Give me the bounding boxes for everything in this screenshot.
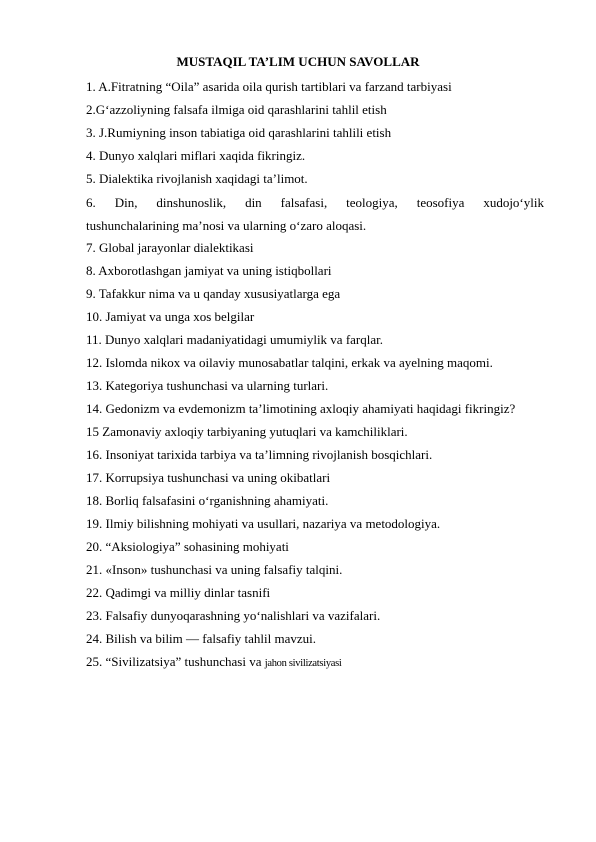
list-item-text: 18. Borliq falsafasini o‘rganishning ahamiyati. xyxy=(86,493,329,508)
list-item-text: 13. Kategoriya tushunchasi va ularning turlari. xyxy=(86,378,329,393)
list-item-text: 23. Falsafiy dunyoqarashning yo‘nalishlari va vazifalari. xyxy=(86,608,381,623)
list-item xyxy=(86,240,544,256)
list-item-text: 17. Korrupsiya tushunchasi va uning okibatlari xyxy=(86,470,331,485)
list-item-text: 11. Dunyo xalqlari madaniyatidagi umumiylik va farqlar. xyxy=(86,332,384,347)
list-item-text: 19. Ilmiy bilishning mohiyati va usullari, nazariya va metodologiya. xyxy=(86,516,441,531)
list-item-text: 14. Gedonizm va evdemonizm ta’limotining axloqiy ahamiyati haqidagi fikringiz? xyxy=(86,401,516,416)
list-item xyxy=(86,191,544,237)
list-item xyxy=(86,79,544,95)
list-item-text: 12. Islomda nikox va oilaviy munosabatlar talqini, erkak va ayelning maqomi. xyxy=(86,355,493,370)
list-item-text: 1. A.Fitratning “Oila” asarida oila qurish tartiblari va farzand tarbiyasi xyxy=(86,79,452,94)
list-item xyxy=(86,539,544,555)
list-item-text: 2.G‘azzoliyning falsafa ilmiga oid qarashlarini tahlil etish xyxy=(86,102,387,117)
list-item-text: 10. Jamiyat va unga xos belgilar xyxy=(86,309,255,324)
list-item xyxy=(86,516,544,532)
question-list xyxy=(86,79,544,679)
list-item xyxy=(86,447,544,463)
list-item xyxy=(86,378,544,394)
list-item-text: 8. Axborotlashgan jamiyat va uning istiqbollari xyxy=(86,263,332,278)
list-item-text: 5. Dialektika rivojlanish xaqidagi ta’limot. xyxy=(86,171,308,186)
list-item xyxy=(86,355,544,371)
list-item-text: 21. «Inson» tushunchasi va uning falsafiy talqini. xyxy=(86,562,343,577)
list-item-text: 4. Dunyo xalqlari miflari xaqida fikringiz. xyxy=(86,148,306,163)
list-item xyxy=(86,608,544,624)
list-item-text: 20. “Aksiologiya” sohasining mohiyati xyxy=(86,539,289,554)
list-item xyxy=(86,171,544,187)
list-item xyxy=(86,424,544,440)
list-item-text: 15 Zamonaviy axloqiy tarbiyaning yutuqlari va kamchiliklari. xyxy=(86,424,408,439)
list-item-text: 7. Global jarayonlar dialektikasi xyxy=(86,240,254,255)
list-item-text-continued: tushunchalarining ma’nosi va ularning o‘zaro aloqasi. xyxy=(86,217,367,233)
list-item xyxy=(86,562,544,578)
list-item xyxy=(86,102,544,118)
document-title: MUSTAQIL TA’LIM UCHUN SAVOLLAR xyxy=(176,54,420,69)
list-item-text-small: jahon sivilizatsiyasi xyxy=(264,658,342,669)
list-item xyxy=(86,309,544,325)
list-item xyxy=(86,470,544,486)
list-item xyxy=(86,332,544,348)
list-item-text: 9. Tafakkur nima va u qanday xususiyatlarga ega xyxy=(86,286,341,301)
list-item-text: 24. Bilish va bilim — falsafiy tahlil mavzui. xyxy=(86,631,316,646)
list-item-text: 3. J.Rumiyning inson tabiatiga oid qarashlarini tahlili etish xyxy=(86,125,392,140)
list-item xyxy=(86,401,544,417)
list-item xyxy=(86,263,544,279)
list-item xyxy=(86,148,544,164)
list-item-text: 6. Din, dinshunoslik, din falsafasi, teologiya, teosofiya xudojo‘ylik xyxy=(86,194,544,210)
list-item-text: 16. Insoniyat tarixida tarbiya va ta’limning rivojlanish bosqichlari. xyxy=(86,447,433,462)
list-item xyxy=(86,286,544,302)
list-item xyxy=(86,125,544,141)
list-item xyxy=(86,585,544,601)
list-item xyxy=(86,493,544,509)
list-item xyxy=(86,631,544,647)
list-item xyxy=(86,654,544,672)
list-item-text: 22. Qadimgi va milliy dinlar tasnifi xyxy=(86,585,271,600)
list-item-text: 25. “Sivilizatsiya” tushunchasi va xyxy=(86,654,265,669)
